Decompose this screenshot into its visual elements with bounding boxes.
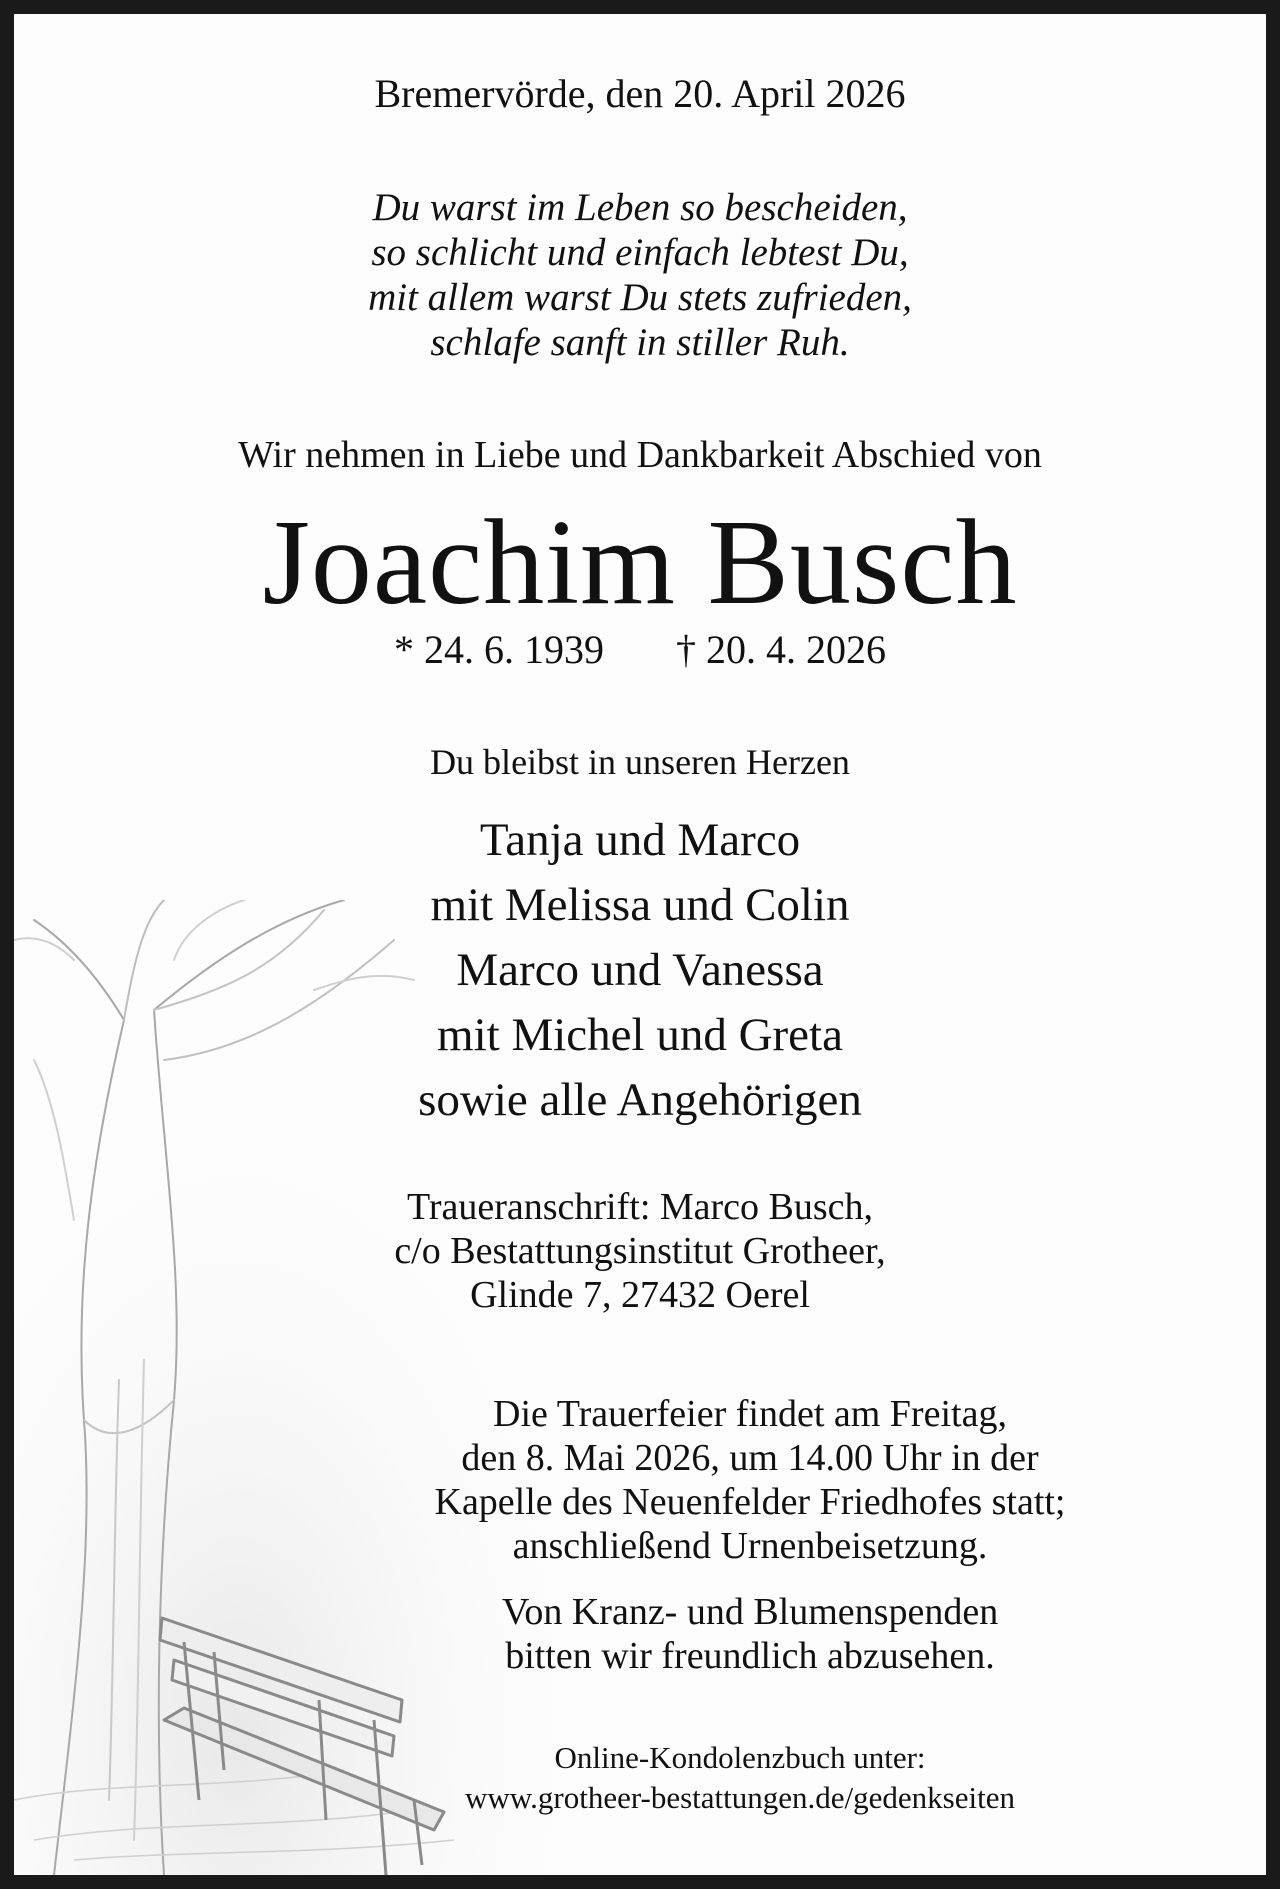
service-line: Die Trauerfeier findet am Freitag, [493,1393,1007,1435]
mourner-line: mit Michel und Greta [437,1009,843,1061]
deceased-name: Joachim Busch [262,495,1018,630]
death-date: † 20. 4. 2026 [676,627,886,672]
service-line: anschließend Urnenbeisetzung. [512,1525,988,1567]
condolence-url[interactable]: www.grotheer-bestattungen.de/gedenkseiten [464,1780,1015,1815]
farewell-intro: Wir nehmen in Liebe und Dankbarkeit Abschied von [238,434,1042,476]
poem-line: Du warst im Leben so bescheiden, [372,186,908,229]
condolence-label: Online-Kondolenzbuch unter: [554,1740,926,1775]
funeral-service-info [340,1392,1160,1568]
poem-line: mit allem warst Du stets zufrieden, [368,276,912,319]
mourner-line: mit Melissa und Colin [430,879,850,931]
mourning-address [0,1185,1280,1317]
mourner-line: sowie alle Angehörigen [418,1074,862,1126]
place-and-date: Bremervörde, den 20. April 2026 [374,71,906,116]
poem-line: schlafe sanft in stiller Ruh. [430,321,850,364]
mourners-list [0,808,1280,1133]
service-line: Kapelle des Neuenfelder Friedhofes statt; [434,1481,1066,1523]
birth-date: * 24. 6. 1939 [394,627,604,672]
mourner-line: Tanja und Marco [479,814,801,866]
life-dates [0,626,1280,673]
poem-line: so schlicht und einfach lebtest Du, [371,231,909,274]
address-line: Traueranschrift: Marco Busch, [406,1186,874,1228]
donation-note [340,1590,1160,1678]
donation-line: Von Kranz- und Blumenspenden [501,1591,999,1633]
online-condolence [350,1738,1130,1818]
poem [0,185,1280,365]
address-line: Glinde 7, 27432 Oerel [470,1274,810,1316]
service-line: den 8. Mai 2026, um 14.00 Uhr in der [461,1437,1039,1479]
subheading: Du bleibst in unseren Herzen [430,742,850,782]
donation-line: bitten wir freundlich abzusehen. [505,1635,995,1677]
mourner-line: Marco und Vanessa [456,944,824,996]
address-line: c/o Bestattungsinstitut Grotheer, [394,1230,886,1272]
